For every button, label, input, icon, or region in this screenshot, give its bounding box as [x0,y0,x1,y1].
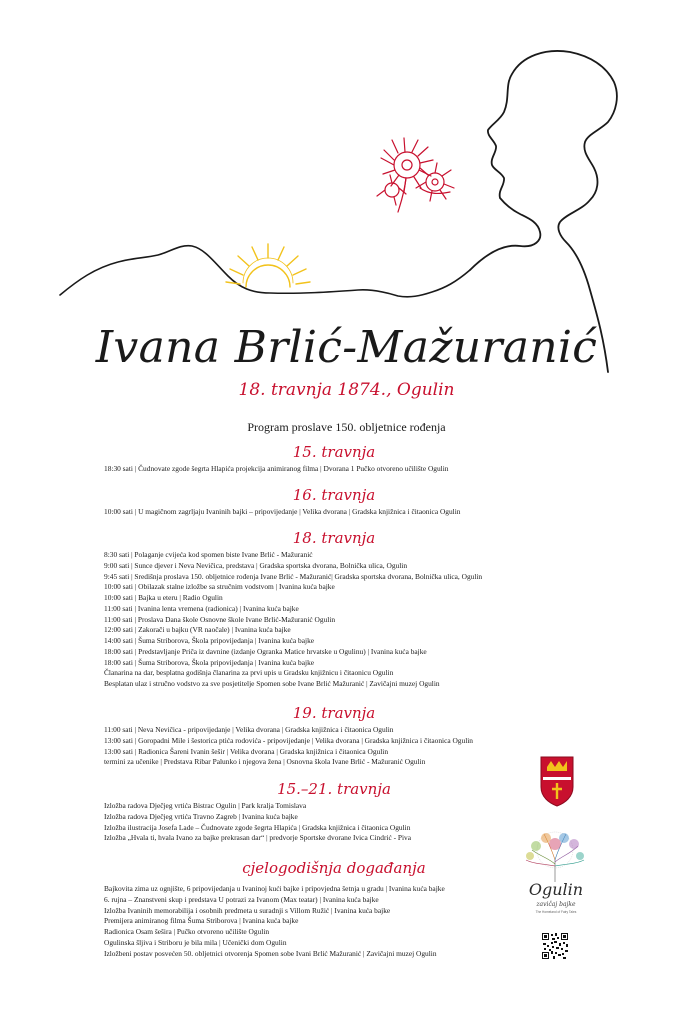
date-subtitle: 18. travnja 1874., Ogulin [238,380,455,400]
event-row: Ogulinska šljiva i Striboru je bila mila | Učenički dom Ogulin [104,937,287,947]
event-row: 14:00 sati | Šuma Striborova, Škola pripovijedanja | Ivanina kuća bajke [104,636,315,645]
section-18-april [104,528,584,690]
section-15-21-april [104,779,584,844]
event-row: 12:00 sati | Zakorači u bajku (VR naočale) | Ivanina kuća bajke [104,625,291,635]
event-row: 11:00 sati | Proslava Dana škole Osnovne škole Ivane Brlić-Mažuranić Ogulin [104,614,336,624]
section-19-april [104,703,584,768]
event-row: Premijera animiranog filma Šuma Striborova | Ivanina kuća bajke [104,916,299,926]
event-row: 9:45 sati | Središnja proslava 150. obljetnice rođenja Ivane Brlić - Mažuranić| Gradska sportska dvorana, Bolnička ulica, Ogulin [104,571,483,581]
event-row: Bajkovita zima uz ognjište, 6 pripovijedanja u Ivaninoj kući bajke i pripovjedna šetnja u gradu | Ivanina kuća bajke [104,884,445,893]
section-title: cjelogodišnja događanja [242,859,426,877]
tree-logo-icon [522,830,588,882]
event-row: Besplatan ulaz i stručno vodstvo za sve posjetitelje Spomen sobe Ivane Brlić Mažuranić | Zavičajni muzej Ogulin [104,679,440,688]
coat-of-arms-icon [539,755,575,807]
section-16-april [104,485,584,518]
section-title: 15.–21. travnja [277,780,391,798]
event-row: Izložbeni postav posvećen 50. obljetnici otvorenja Spomen sobe Ivani Brlić Mažuranić | Zavičajni muzej Ogulin [104,948,437,958]
event-row: Članarina na dar, besplatna godišnja članarina za prvi upis u Gradsku knjižnicu i čitaonicu Ogulin [104,668,394,678]
event-row: Izložba Ivaninih memorabilija i osobnih predmeta u suradnji s Villom Ružić | Ivanina kuća bajke [104,905,391,915]
event-row: 18:30 sati | Čudnovate zgode šegrta Hlapića projekcija animiranog filma | Dvorana 1 Pučko otvoreno učilište Ogulin [104,464,449,473]
event-row: termini za učenike | Predstava Ribar Palunko i njegova žena | Osnovna škola Ivane Brlić - Mažuranić Ogulin [104,757,426,767]
event-row: 10:00 sati | Obilazak stalne izložbe sa stručnim vodstvom | Ivanina kuća bajke [104,582,335,592]
event-row: 9:00 sati | Sunce djever i Neva Nevičica, predstava | Gradska sportska dvorana, Bolnička ulica, Ogulin [104,560,408,570]
event-row: Izložba ilustracija Josefa Lade – Čudnovate zgode šegrta Hlapića | Gradska knjižnica i čitaonica Ogulin [104,822,411,832]
event-row: Izložba „Hvala ti, hvala Ivano za bajke prekrasan dar“ | predvorje Sportske dvorane Ivica Cindrić - Piva [104,833,412,843]
event-row: Radionica Osam šešira | Pučko otvoreno učilište Ogulin [104,927,270,936]
section-title: 18. travnja [292,529,376,547]
program-heading: Program proslave 150. obljetnice rođenja [247,420,446,434]
section-title: 16. travnja [292,486,376,504]
section-year-round [104,858,584,959]
hills-line [60,246,470,297]
event-row: 18:00 sati | Predstavljanje Priča iz davnine (izdanje Ogranka Matice hrvatske u Ogulinu) | Ivanina kuća bajke [104,646,427,656]
section-title: 19. travnja [292,704,376,722]
event-row: 8:30 sati | Polaganje cvijeća kod spomen biste Ivane Brlić - Mažuranić [104,550,313,559]
event-row: 6. rujna – Znanstveni skup i predstava U potrazi za Ivanom (Max teatar) | Ivanina kuća bajke [104,894,379,904]
event-row: 11:00 sati | Neva Nevičica - pripovijedanje | Velika dvorana | Gradska knjižnica i čitaonica Ogulin [104,725,394,734]
event-row: Izložba radova Dječjeg vrtića Bistrac Ogulin | Park kralja Tomislava [104,801,307,810]
event-row: 11:00 sati | Ivanina lenta vremena (radionica) | Ivanina kuća bajke [104,603,299,613]
section-15-april [104,442,584,475]
qr-code-icon[interactable] [541,932,569,960]
event-row: 18:00 sati | Šuma Striborova, Škola pripovijedanja | Ivanina kuća bajke [104,657,315,667]
event-row: 13:00 sati | Radionica Šareni Ivanin šešir | Velika dvorana | Gradska knjižnica i čitaonica Ogulin [104,746,389,756]
ogulin-logo-subtitle: zavičaj bajke [536,901,576,908]
ogulin-logo-tagline: The Homeland of Fairy Tales [535,910,577,914]
sun-icon [226,244,310,287]
event-row: 10:00 sati | Bajka u eteru | Radio Ogulin [104,593,223,602]
event-row: 10:00 sati | U magičnom zagrljaju Ivaninih bajki – pripovijedanje | Velika dvorana | Gradska knjižnica i čitaonica Ogulin [104,507,461,516]
section-title: 15. travnja [292,443,376,461]
ogulin-logo-text: Ogulin [528,880,584,899]
page-title: Ivana Brlić-Mažuranić [95,322,598,373]
event-row: Izložba radova Dječjeg vrtića Travno Zagreb | Ivanina kuća bajke [104,811,298,821]
event-row: 13:00 sati | Goropadni Mile i šestorica ptića rodovića - pripovijedanje | Velika dvorana | Gradska knjižnica i čitaonica Ogulin [104,735,474,745]
flower-icon [377,138,454,212]
